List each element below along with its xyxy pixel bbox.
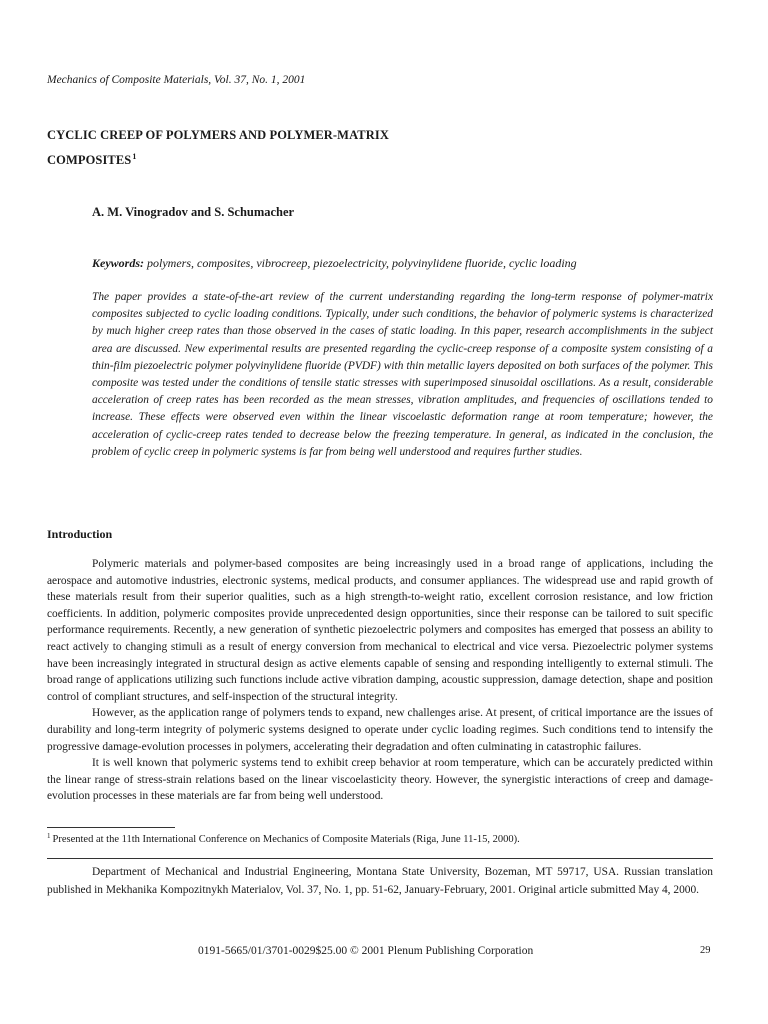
body-paragraph: However, as the application range of polymers tends to expand, new challenges arise. At present, of critical importance are the issues of durability and long-term integrity of polymeric systems designed to operate under cyclic loading regimes. Such conditions tend to intensify the progressive damage-evolution processes in polymers, accelerating their degradation and often culminating in catastrophic failures.: [47, 707, 713, 753]
title-line-2: [47, 146, 713, 171]
title-line-2-text: COMPOSITES: [47, 153, 132, 167]
title-line-1: CYCLIC CREEP OF POLYMERS AND POLYMER-MATRIX: [47, 128, 389, 142]
body-paragraph: It is well known that polymeric systems tend to exhibit creep behavior at room temperature, which can be accurately predicted within the linear range of stress-strain relations based on the linear viscoelasticity theory. However, the synergistic interactions of creep and damage-evolution processes in these materials are far from being well understood.: [47, 757, 713, 803]
keywords-label: Keywords:: [92, 256, 144, 270]
authors: A. M. Vinogradov and S. Schumacher: [92, 205, 295, 219]
affiliation-divider: [47, 858, 713, 859]
journal-citation: Mechanics of Composite Materials, Vol. 37, No. 1, 2001: [47, 74, 306, 86]
affiliation: Department of Mechanical and Industrial Engineering, Montana State University, Bozeman, MT 59717, USA. Russian translation published in Mekhanika Kompozitnykh Materialov, Vol. 37, No. 1, pp. 51-62, January-February, 2001. Original article submitted May 4, 2000.: [47, 866, 713, 896]
page-number: 29: [700, 945, 711, 956]
footnote-text: Presented at the 11th International Conference on Mechanics of Composite Materials (Riga, June 11-15, 2000).: [52, 834, 520, 845]
keywords-text: polymers, composites, vibrocreep, piezoelectricity, polyvinylidene fluoride, cyclic loading: [144, 256, 577, 270]
title-footnote-mark: 1: [132, 152, 137, 161]
footnote: [47, 832, 713, 845]
copyright-line: 0191-5665/01/3701-0029$25.00 © 2001 Plenum Publishing Corporation: [198, 945, 534, 957]
section-heading-introduction: Introduction: [47, 527, 113, 541]
footnote-mark: 1: [47, 832, 51, 840]
abstract: The paper provides a state-of-the-art review of the current understanding regarding the long-term response of polymer-matrix composites subjected to cyclic loading conditions. Typically, under such conditions, the behavior of polymeric systems is characterized by much higher creep rates than those observed in the cases of static loading. In this paper, research accomplishments in the subject area are discussed. New experimental results are presented regarding the cyclic-creep response of a composite system consisting of a thin-film piezoelectric polymer polyvinylidene fluoride (PVDF) with thin metallic layers deposited on both surfaces of the polymer. This composite was tested under the conditions of tensile static stresses with superimposed sinusoidal oscillations. As a result, considerable acceleration of creep rates has been recorded as the mean stresses, vibration amplitudes, and frequencies of oscillations tended to increase. These effects were observed even within the linear viscoelastic deformation range at room temperature; however, the acceleration of cyclic-creep rates tended to decrease below the freezing temperature. In general, as indicated in the conclusion, the problem of cyclic creep in polymeric systems is far from being well understood and requires further studies.: [92, 291, 713, 458]
footnote-divider: [47, 827, 175, 828]
introduction-body: [47, 556, 713, 805]
keywords: [92, 256, 712, 271]
paper-title: [47, 124, 713, 171]
body-paragraph: Polymeric materials and polymer-based composites are being increasingly used in a broad range of applications, including the aerospace and automotive industries, electronic systems, medical products, and consumer appliances. The widespread use and rapid growth of these materials result from their superior qualities, such as a high strength-to-weight ratio, excellent corrosion resistance, and low friction coefficients. In addition, polymeric composites provide unprecedented design opportunities, since their response can be tailored to suit specific performance requirements. Recently, a new generation of synthetic piezoelectric polymers and composites has emerged that possess an ability to react actively to changing stimuli as a result of energy conversion from mechanical to electrical and vice versa. Piezoelectric polymer systems have been increasingly integrated in structural design as active elements capable of sensing and responding intelligently to external stimuli. The broad range of applications utilizing such functions include active vibration damping, acoustic suppression, damage detection, shape and position control of compliant structures, and self-inspection of the structural integrity.: [47, 558, 713, 703]
